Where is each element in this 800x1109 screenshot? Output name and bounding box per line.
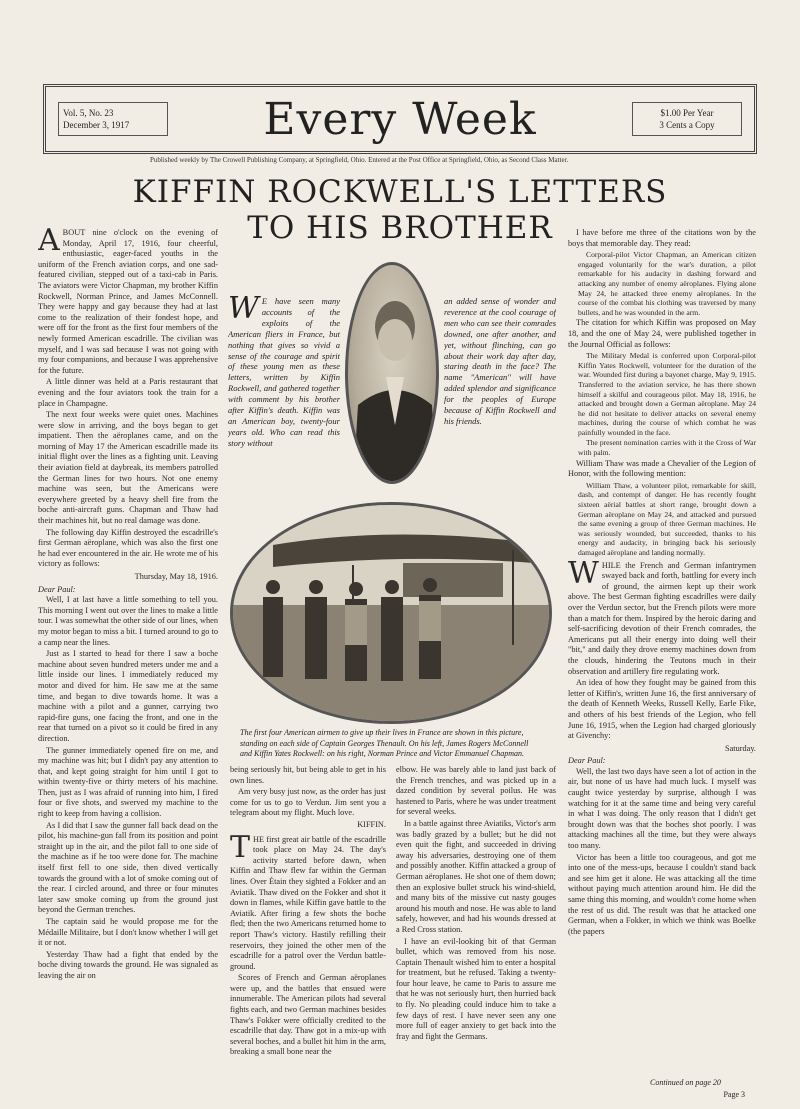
paragraph: I have an evil-looking bit of that German bullet, which was removed from his nose. Captain Thenault wished him to enter a hospital for treatment, but he refused. Taking a twenty-four hour leave, he came to Paris to assure me that he was not seriously hurt, then hurried back to fly. No pleading could induce him to take a few days of rest. I have never seen any one more full of eager anxiety to get back into the fray and fight the Germans.	[396, 936, 556, 1041]
paragraph: William Thaw was made a Chevalier of the Legion of Honor, with the following mention:	[568, 458, 756, 479]
intro-text-left: E have seen many accounts of the exploits of the American fliers in France, but nothing that gives so vivid a sense of the courage and spirit of these young men as these letters, written by Kiffin Rockwell, and gathered together with comment by his brother after Kiffin's death. Kiffin was an American boy, twenty-four years old. Who can read this story without	[228, 296, 340, 448]
paragraph: The gunner immediately opened fire on me, and my machine was hit; but I didn't pay any attention to that, and kept going straight for him until I got to within twenty-five or thirty meters of his machine. Then, just as I was afraid of running into him, I fired four or five shots, and swerved my machine to the right to keep from having a collision.	[38, 745, 218, 819]
paragraph: Well, I at last have a little something to tell you. This morning I went out over the lines to make a little tour. I was somewhat the other side of our lines, when my motor began to miss a bit. I turned around to go to a camp near the lines.	[38, 595, 218, 647]
citation: Corporal-pilot Victor Chapman, an American citizen engaged voluntarily for the war's duration, a pilot remarkable for his audacity in dashing forward and attacking any number of enemy aëroplanes. Flying alone May 24, he attacked three enemy aëroplanes. In the course of the combat his clothing was traversed by many bullets, and he was wounded in the arm.	[578, 250, 756, 317]
paragraph: As I did that I saw the gunner fall back dead on the pilot, his machine-gun fall from its position and point straight up in the air, and the pilot fall to one side of the machine as if he too were done for. The machine itself first fell to one side, then dived vertically towards the ground with a lot of smoke coming out of the rear. I circled around, and three or four minutes later saw smoke coming up from the ground just beyond the German trenches.	[38, 820, 218, 915]
portrait-photo	[345, 262, 439, 484]
dropcap: W	[228, 296, 259, 326]
paragraph: Am very busy just now, as the order has just come for us to go to Verdun. Jim sent you a telegram about my flight. Much love.	[230, 787, 386, 818]
paragraph: Scores of French and German aëroplanes were up, and the battles that ensued were innumerable. The American pilots had several fights each, and two German machines besides Thaw's Fokker were officially credited to the escadrille that day. Thaw got in a mix-up with several boches, and a bullet hit him in the arm, breaking a small bone near the	[230, 973, 386, 1057]
dropcap: T	[230, 829, 251, 865]
citation: The Military Medal is conferred upon Corporal-pilot Kiffin Yates Rockwell, volunteer for the duration of the war. Wounded first during a bayonet charge, May 9, 1915. Transferred to the aviation service, he has there shown himself a skilful and courageous pilot. May 18, 1916, he attacked and brought down a German aëroplane. May 24 he did not hesitate to deliver attacks on several enemy machines, during the course of which combat he was painfully wounded in the face.	[578, 351, 756, 437]
photo-caption: The first four American airmen to give up their lives in France are shown in this picture, standing on each side of Captain Georges Thenault. On his left, James Rogers McConnell and Kiffin Yates Rockwell: on his right, Norman Prince and Victor Emmanuel Chapman.	[240, 728, 529, 758]
paragraph: elbow. He was barely able to land just back of the French trenches, and was picked up in a dazed condition by several poilus. He was hastened to Paris, where he was under treatment for several weeks.	[396, 765, 556, 817]
paragraph: Well, the last two days have seen a lot of action in the air, but none of us have had much luck. I myself was caught twice yesterday by surprise, although I was watching for it at the same time and being very careful in what I was doing. The only reason that I didn't get brought down was that the boches shot poorly. I was attacking machines all the time, but they were always too many.	[568, 766, 756, 851]
price-box	[632, 102, 742, 136]
citation: The present nomination carries with it the Cross of War with palm.	[578, 438, 756, 458]
continued-note: Continued on page 20	[650, 1078, 721, 1087]
masthead	[43, 84, 757, 154]
column-1	[38, 228, 218, 1096]
publisher-note: Published weekly by The Crowell Publishing Company, at Springfield, Ohio. Entered at the Post Office at Springfield, Ohio, as Second Class Matter.	[150, 156, 569, 164]
price-copy: 3 Cents a Copy	[659, 120, 715, 130]
intro-left	[228, 296, 340, 491]
issue-date: December 3, 1917	[63, 120, 130, 130]
paragraph: BOUT nine o'clock on the evening of Monday, April 17, 1916, four cheerful, enthusiastic, eager-faced youths in the uniform of the French aviation corps, and one sad-featured civilian, stepped out of a taxi-cab in Paris. The aviators were Victor Chapman, my brother Kiffin Rockwell, Norman Prince, and James McConnell. They were happy and gay because they had at last come to the realization of their fondest hope, and were off for the front as the first four members of the newly formed American escadrille. The civilian was myself, and I was sad because I was not going with my four companions, and because I was apprehensive for the future.	[38, 228, 218, 375]
magazine-title: Every Week	[263, 93, 537, 145]
paragraph: An idea of how they fought may be gained from this letter of Kiffin's, written June 16, the first anniversary of the death of Kenneth Weeks, Russell Kelly, Earle Fike, and others of his best friends of the Legion, who fell June 16, 1915, when the Legion had charged gloriously at Givenchy:	[568, 678, 756, 741]
paragraph: being seriously hit, but being able to get in his own lines.	[230, 765, 386, 785]
letter-dateline: Saturday.	[724, 743, 756, 753]
airmen-plane-scene	[233, 505, 552, 724]
paragraph: Victor has been a little too courageous, and got me into one of the mess-ups, because I couldn't stand back and see him get it alone. He was attacking all the time without paying much attention around him. He did the same thing this morning, and wouldn't come home when the rest of us did. The result was that he attacked one German, when a Fokker, in which we think was Boelke (the papers	[568, 852, 756, 936]
dropcap: W	[568, 555, 599, 591]
signature: KIFFIN.	[357, 819, 386, 829]
page-number: Page 3	[723, 1090, 745, 1099]
intro-right	[444, 296, 556, 491]
letter-salutation: Dear Paul:	[38, 584, 76, 594]
paragraph: In a battle against three Aviatiks, Victor's arm was badly grazed by a bullet; but he did not even quit the fight, and succeeded in driving away his adversaries, destroying one of them and possibly another. Kiffin attacked a group of German aëroplanes. He shot one of them down; then an explosive bullet struck his wind-shield, and many bits of the missive cut nasty gouges around his mouth and nose. He was able to land safely, however, and had his wounds dressed at a Red Cross station.	[396, 818, 556, 934]
paragraph: The citation for which Kiffin was proposed on May 18, and the one of May 24, were published together in the Journal Official as follows:	[568, 318, 756, 349]
price-year: $1.00 Per Year	[660, 108, 714, 118]
issue-info	[58, 102, 168, 136]
portrait-figure	[348, 265, 439, 484]
paragraph: A little dinner was held at a Paris restaurant that evening and the four aviators took the train for a place in Champagne.	[38, 377, 218, 408]
letter-salutation: Dear Paul:	[568, 756, 606, 766]
paragraph: HE first great air battle of the escadrille took place on May 24. The day's activity started before dawn, when Kiffin and Thaw flew far within the German lines. Over Étain they sighted a Fokker and an Aviatik. Thaw dived on the Fokker and shot it down in flames, while Kiffin gave battle to the Aviatik. After firing a few shots the boche fled; then the two Americans returned home to report Thaw's victory. Hastily refilling their reservoirs, they joined the other men of the escadrille for a patrol over the Verdun battle-ground.	[230, 834, 386, 971]
paragraph: HILE the French and German infantrymen swayed back and forth, battling for every inch of ground, the airmen kept up their work above. The best German fighting escadrilles were daily over the Verdun sector, but the French pilots were more than a match for them. Inspired by the heroic daring and self-sacrificing devotion of their French comrades, the Americans put all their energy into doing well their "bit," and daily they drove enemy machines down from the clouds, hindering the Teutons much in their observation and artillery fire regulating work.	[568, 560, 756, 676]
letter-dateline: Thursday, May 18, 1916.	[134, 572, 218, 581]
paragraph: The captain said he would propose me for the Médaille Militaire, but I don't know whether I will get it or not.	[38, 917, 218, 948]
column-3	[396, 765, 556, 1095]
paragraph: I have before me three of the citations won by the boys that memorable day. They read:	[568, 228, 756, 248]
column-4	[568, 228, 756, 1078]
citation: William Thaw, a volunteer pilot, remarkable for skill, dash, and contempt of danger. He has recently fought sixteen aërial battles at short range, brought down a German aëroplane on May 24, and attacked and pursued the same evening a group of three German machines. He was seriously wounded, but succeeded, thanks to his energy and audacity, in bringing back his seriously damaged aëroplane and landing normally.	[578, 480, 756, 557]
dropcap: A	[38, 228, 60, 258]
column-2	[230, 765, 386, 1095]
paragraph: Just as I started to head for there I saw a boche machine about seven hundred meters under me and a little inside our lines. I immediately reduced my motor and dived for him. He saw me at the same time, and began to dive towards home. It was a machine with a pilot and a gunner, carrying two rapid-fire guns, one facing the front, and one in the rear that turned on a pivot so it could be fired in any direction.	[38, 649, 218, 743]
group-photo	[230, 502, 552, 724]
paragraph: Yesterday Thaw had a fight that ended by the boche diving towards the ground. He was signaled as leaving the air on	[38, 949, 218, 980]
intro-text-right: an added sense of wonder and reverence at the cool courage of men who can see their comrades downed, one after another, and yet, without flinching, can go about their work day after day, staring death in the face? The name "American" will have added splendor and significance for the peoples of Europe because of Kiffin Rockwell and his friends.	[444, 296, 556, 426]
paragraph: The following day Kiffin destroyed the escadrille's first German aëroplane, which was also the first one he had ever encountered in the air. He wrote me of his victory as follows:	[38, 527, 218, 569]
headline-line-2: TO HIS BROTHER	[247, 210, 553, 246]
headline-line-1: KIFFIN ROCKWELL'S LETTERS	[132, 174, 668, 210]
paragraph: The next four weeks were quiet ones. Machines were slow in arriving, and the boys began to get impatient. Then the aëroplanes came, and on the morning of May 17 the American escadrille made its initial flight over the lines as a fighting unit. Leaving their aviation field at daybreak, its members patrolled the German lines for two hours. Not one enemy machine was seen, but the Americans were everywhere greeted by a heavy shell fire from the boche anti-aircraft guns. Chapman and Thaw had their machines hit, but no real damage was done.	[38, 410, 218, 526]
volume-number: Vol. 5, No. 23	[63, 108, 114, 118]
